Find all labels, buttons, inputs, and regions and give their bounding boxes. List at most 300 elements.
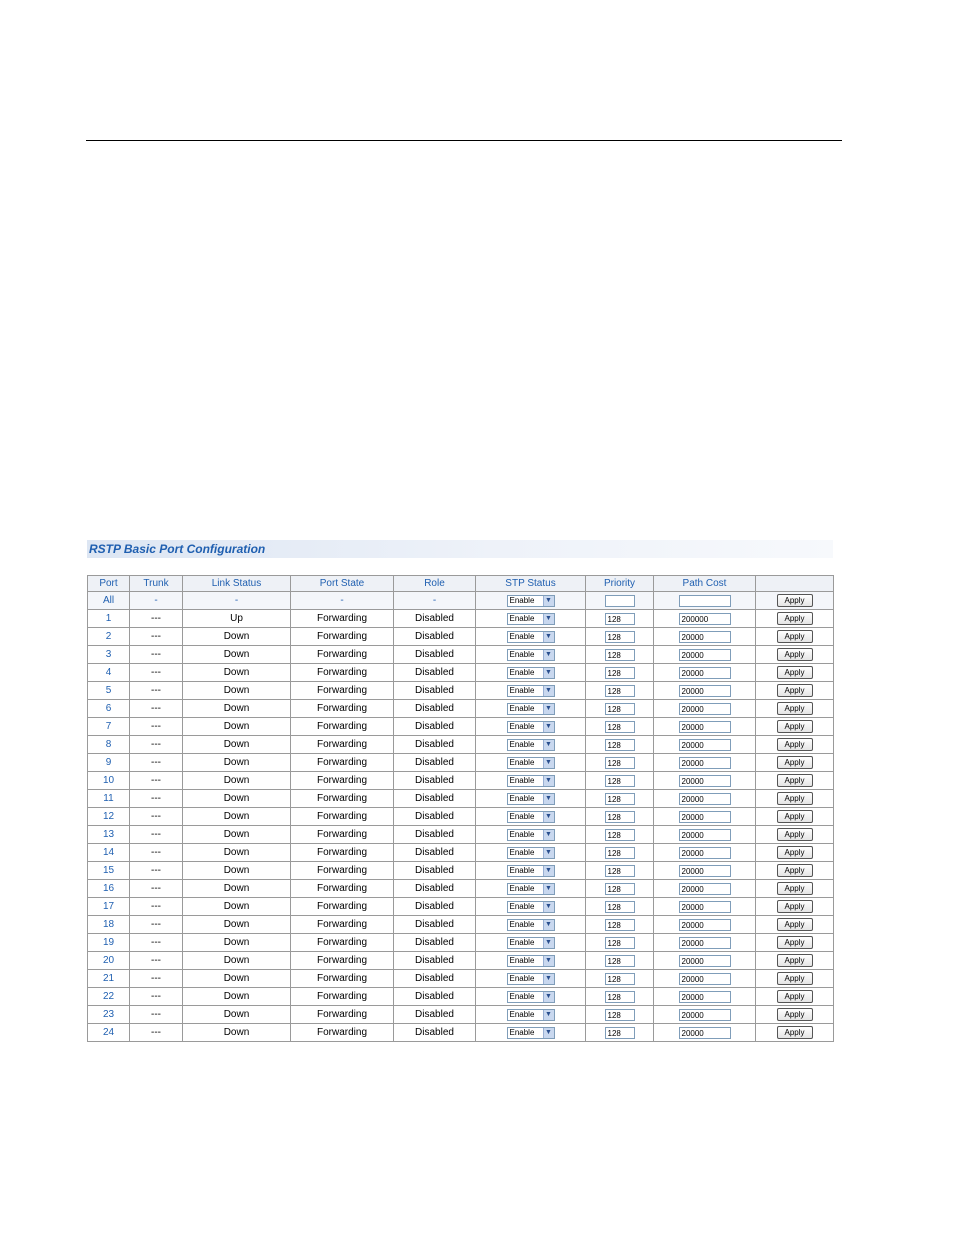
action-cell [756,826,834,844]
path-cost-input[interactable]: 200000 [679,613,731,625]
priority-input[interactable]: 128 [605,919,635,931]
priority-cell [586,880,654,898]
chevron-down-icon: ▼ [543,920,554,930]
port-state-cell: Forwarding [291,952,394,970]
path-cost-cell [654,646,756,664]
priority-cell [586,934,654,952]
stp-status-select[interactable] [507,937,555,949]
port-cell: 19 [88,934,130,952]
chevron-down-icon: ▼ [543,866,554,876]
path-cost-input[interactable]: 20000 [679,685,731,697]
action-cell [756,646,834,664]
path-cost-input[interactable]: 20000 [679,847,731,859]
stp-status-value: Enable [509,812,535,821]
stp-status-select[interactable] [507,811,555,823]
header-priority: Priority [586,576,654,592]
stp-status-select[interactable] [507,865,555,877]
port-state-cell: Forwarding [291,700,394,718]
port-cell: 23 [88,1006,130,1024]
priority-input[interactable]: 128 [605,649,635,661]
trunk-cell: --- [130,880,183,898]
table-row [88,1006,834,1024]
stp-status-select[interactable] [507,775,555,787]
trunk-cell: --- [130,700,183,718]
action-cell [756,700,834,718]
path-cost-input[interactable]: 20000 [679,793,731,805]
apply-button[interactable]: Apply [777,630,813,643]
stp-status-select[interactable] [507,1027,555,1039]
path-cost-input[interactable]: 20000 [679,667,731,679]
stp-status-cell [476,682,586,700]
apply-button[interactable]: Apply [777,1026,813,1039]
table-row [88,826,834,844]
priority-input[interactable]: 128 [605,937,635,949]
action-cell [756,934,834,952]
path-cost-cell [654,664,756,682]
stp-status-value: Enable [509,974,535,983]
table-row [88,628,834,646]
role-cell: Disabled [394,718,476,736]
apply-button[interactable]: Apply [777,702,813,715]
stp-status-select[interactable] [507,685,555,697]
port-cell: 4 [88,664,130,682]
stp-status-cell [476,754,586,772]
port-state-cell: Forwarding [291,898,394,916]
port-state-cell: Forwarding [291,790,394,808]
port-state-cell: Forwarding [291,772,394,790]
path-cost-cell [654,862,756,880]
priority-input[interactable]: 128 [605,667,635,679]
priority-input[interactable]: 128 [605,865,635,877]
chevron-down-icon: ▼ [543,992,554,1002]
rstp-port-config-panel [87,540,833,1038]
table-row [88,682,834,700]
stp-status-select[interactable] [507,973,555,985]
apply-button[interactable]: Apply [777,900,813,913]
apply-button[interactable]: Apply [777,846,813,859]
stp-status-value: Enable [509,884,535,893]
header-port: Port [88,576,130,592]
table-header-row [88,576,834,592]
stp-status-select[interactable] [507,739,555,751]
table-row [88,646,834,664]
table-row [88,934,834,952]
apply-button[interactable]: Apply [777,954,813,967]
path-cost-cell [654,736,756,754]
path-cost-cell [654,628,756,646]
path-cost-input[interactable] [679,595,731,607]
chevron-down-icon: ▼ [543,938,554,948]
priority-cell [586,916,654,934]
port-cell: 5 [88,682,130,700]
stp-status-value: Enable [509,686,535,695]
link-status-cell: Down [183,646,291,664]
priority-cell [586,970,654,988]
stp-status-value: Enable [509,776,535,785]
port-cell: 1 [88,610,130,628]
port-state-cell: Forwarding [291,682,394,700]
priority-input[interactable]: 128 [605,631,635,643]
stp-status-select[interactable] [507,595,555,607]
role-cell: Disabled [394,826,476,844]
apply-button[interactable]: Apply [777,756,813,769]
port-cell: 15 [88,862,130,880]
port-cell: 7 [88,718,130,736]
port-state-cell: Forwarding [291,862,394,880]
chevron-down-icon: ▼ [543,974,554,984]
priority-input[interactable]: 128 [605,685,635,697]
port-state-cell: Forwarding [291,610,394,628]
priority-input[interactable]: 128 [605,793,635,805]
priority-input[interactable]: 128 [605,883,635,895]
stp-status-select[interactable] [507,667,555,679]
link-status-cell: Down [183,700,291,718]
stp-status-select[interactable] [507,613,555,625]
priority-input[interactable]: 128 [605,847,635,859]
table-row [88,610,834,628]
action-cell [756,736,834,754]
stp-status-select[interactable] [507,1009,555,1021]
chevron-down-icon: ▼ [543,704,554,714]
stp-status-cell [476,808,586,826]
trunk-cell: --- [130,610,183,628]
stp-status-select[interactable] [507,883,555,895]
top-divider [86,140,842,141]
stp-status-cell [476,952,586,970]
priority-input[interactable]: 128 [605,901,635,913]
apply-button[interactable]: Apply [777,612,813,625]
priority-cell [586,1006,654,1024]
action-cell [756,844,834,862]
stp-status-value: Enable [509,956,535,965]
link-status-cell: Down [183,952,291,970]
priority-input[interactable]: 128 [605,757,635,769]
role-cell: Disabled [394,754,476,772]
stp-status-cell [476,664,586,682]
stp-status-value: Enable [509,848,535,857]
priority-input[interactable]: 128 [605,955,635,967]
port-cell: 10 [88,772,130,790]
port-cell: 2 [88,628,130,646]
port-state-cell: Forwarding [291,628,394,646]
stp-status-cell [476,646,586,664]
priority-cell [586,826,654,844]
stp-status-cell [476,934,586,952]
priority-cell [586,592,654,610]
stp-status-value: Enable [509,632,535,641]
path-cost-cell [654,844,756,862]
path-cost-input[interactable]: 20000 [679,1009,731,1021]
apply-button[interactable]: Apply [777,882,813,895]
priority-cell [586,772,654,790]
priority-input[interactable]: 128 [605,811,635,823]
apply-button[interactable]: Apply [777,774,813,787]
apply-button[interactable]: Apply [777,990,813,1003]
priority-cell [586,862,654,880]
header-link-status: Link Status [183,576,291,592]
role-cell: Disabled [394,808,476,826]
chevron-down-icon: ▼ [543,686,554,696]
action-cell [756,916,834,934]
trunk-cell: - [130,592,183,610]
header-role: Role [394,576,476,592]
chevron-down-icon: ▼ [543,758,554,768]
trunk-cell: --- [130,736,183,754]
priority-cell [586,700,654,718]
path-cost-input[interactable]: 20000 [679,739,731,751]
stp-status-cell [476,988,586,1006]
stp-status-value: Enable [509,1028,535,1037]
stp-status-cell [476,736,586,754]
priority-input[interactable]: 128 [605,991,635,1003]
action-cell [756,898,834,916]
priority-cell [586,988,654,1006]
apply-button[interactable]: Apply [777,720,813,733]
apply-button[interactable]: Apply [777,918,813,931]
apply-button[interactable]: Apply [777,936,813,949]
chevron-down-icon: ▼ [543,830,554,840]
chevron-down-icon: ▼ [543,776,554,786]
port-state-cell: Forwarding [291,934,394,952]
priority-cell [586,952,654,970]
link-status-cell: Up [183,610,291,628]
port-state-cell: Forwarding [291,880,394,898]
action-cell [756,682,834,700]
stp-status-value: Enable [509,938,535,947]
apply-button[interactable]: Apply [777,864,813,877]
stp-status-cell [476,1024,586,1042]
path-cost-input[interactable]: 20000 [679,955,731,967]
chevron-down-icon: ▼ [543,1010,554,1020]
priority-input[interactable]: 128 [605,613,635,625]
stp-status-value: Enable [509,614,535,623]
role-cell: Disabled [394,988,476,1006]
table-row [88,844,834,862]
stp-status-value: Enable [509,596,535,605]
priority-input[interactable]: 128 [605,829,635,841]
priority-cell [586,808,654,826]
apply-button[interactable]: Apply [777,648,813,661]
priority-input[interactable] [605,595,635,607]
apply-button[interactable]: Apply [777,972,813,985]
trunk-cell: --- [130,826,183,844]
action-cell [756,1006,834,1024]
priority-input[interactable]: 128 [605,775,635,787]
path-cost-input[interactable]: 20000 [679,811,731,823]
link-status-cell: Down [183,736,291,754]
port-state-cell: Forwarding [291,808,394,826]
stp-status-select[interactable] [507,829,555,841]
priority-cell [586,628,654,646]
trunk-cell: --- [130,718,183,736]
stp-status-value: Enable [509,740,535,749]
stp-status-value: Enable [509,992,535,1001]
trunk-cell: --- [130,898,183,916]
role-cell: Disabled [394,1006,476,1024]
action-cell [756,988,834,1006]
action-cell [756,880,834,898]
path-cost-cell [654,610,756,628]
stp-status-cell [476,862,586,880]
stp-status-select[interactable] [507,919,555,931]
path-cost-input[interactable]: 20000 [679,649,731,661]
priority-input[interactable]: 128 [605,721,635,733]
path-cost-input[interactable]: 20000 [679,991,731,1003]
header-port-state: Port State [291,576,394,592]
role-cell: Disabled [394,610,476,628]
table-row [88,808,834,826]
apply-button[interactable]: Apply [777,1008,813,1021]
trunk-cell: --- [130,646,183,664]
chevron-down-icon: ▼ [543,1028,554,1038]
port-cell: 11 [88,790,130,808]
port-state-cell: Forwarding [291,844,394,862]
port-state-cell: - [291,592,394,610]
path-cost-input[interactable]: 20000 [679,775,731,787]
link-status-cell: Down [183,826,291,844]
path-cost-input[interactable]: 20000 [679,829,731,841]
table-row [88,700,834,718]
port-cell: 13 [88,826,130,844]
apply-button[interactable]: Apply [777,810,813,823]
apply-button[interactable]: Apply [777,684,813,697]
chevron-down-icon: ▼ [543,614,554,624]
link-status-cell: Down [183,1006,291,1024]
priority-cell [586,718,654,736]
chevron-down-icon: ▼ [543,902,554,912]
role-cell: Disabled [394,772,476,790]
action-cell [756,664,834,682]
stp-status-select[interactable] [507,649,555,661]
trunk-cell: --- [130,628,183,646]
stp-status-cell [476,970,586,988]
path-cost-input[interactable]: 20000 [679,865,731,877]
role-cell: Disabled [394,1024,476,1042]
priority-cell [586,646,654,664]
apply-button[interactable]: Apply [777,828,813,841]
role-cell: Disabled [394,844,476,862]
action-cell [756,952,834,970]
stp-status-value: Enable [509,830,535,839]
priority-input[interactable]: 128 [605,1027,635,1039]
trunk-cell: --- [130,952,183,970]
link-status-cell: Down [183,862,291,880]
trunk-cell: --- [130,772,183,790]
link-status-cell: Down [183,934,291,952]
stp-status-select[interactable] [507,793,555,805]
apply-button[interactable]: Apply [777,666,813,679]
chevron-down-icon: ▼ [543,668,554,678]
path-cost-input[interactable]: 20000 [679,937,731,949]
rstp-port-table [87,575,834,1042]
apply-button[interactable]: Apply [777,738,813,751]
table-row [88,790,834,808]
link-status-cell: Down [183,664,291,682]
link-status-cell: Down [183,1024,291,1042]
link-status-cell: Down [183,718,291,736]
port-state-cell: Forwarding [291,988,394,1006]
priority-cell [586,1024,654,1042]
path-cost-input[interactable]: 20000 [679,973,731,985]
path-cost-input[interactable]: 20000 [679,919,731,931]
port-state-cell: Forwarding [291,916,394,934]
stp-status-select[interactable] [507,631,555,643]
path-cost-input[interactable]: 20000 [679,631,731,643]
priority-input[interactable]: 128 [605,973,635,985]
chevron-down-icon: ▼ [543,956,554,966]
stp-status-select[interactable] [507,703,555,715]
header-stp-status: STP Status [476,576,586,592]
port-state-cell: Forwarding [291,970,394,988]
stp-status-select[interactable] [507,847,555,859]
table-row [88,898,834,916]
path-cost-cell [654,790,756,808]
priority-input[interactable]: 128 [605,739,635,751]
port-cell: 24 [88,1024,130,1042]
action-cell [756,592,834,610]
stp-status-cell [476,826,586,844]
chevron-down-icon: ▼ [543,812,554,822]
stp-status-select[interactable] [507,901,555,913]
path-cost-cell [654,772,756,790]
path-cost-cell [654,808,756,826]
stp-status-value: Enable [509,704,535,713]
stp-status-cell [476,592,586,610]
stp-status-cell [476,790,586,808]
apply-button[interactable]: Apply [777,594,813,607]
port-cell: 3 [88,646,130,664]
link-status-cell: - [183,592,291,610]
role-cell: Disabled [394,790,476,808]
stp-status-select[interactable] [507,721,555,733]
role-cell: Disabled [394,628,476,646]
path-cost-input[interactable]: 20000 [679,901,731,913]
apply-button[interactable]: Apply [777,792,813,805]
chevron-down-icon: ▼ [543,596,554,606]
path-cost-input[interactable]: 20000 [679,757,731,769]
link-status-cell: Down [183,880,291,898]
chevron-down-icon: ▼ [543,740,554,750]
path-cost-input[interactable]: 20000 [679,721,731,733]
path-cost-input[interactable]: 20000 [679,1027,731,1039]
role-cell: Disabled [394,646,476,664]
path-cost-cell [654,700,756,718]
path-cost-input[interactable]: 20000 [679,703,731,715]
role-cell: Disabled [394,934,476,952]
path-cost-input[interactable]: 20000 [679,883,731,895]
priority-input[interactable]: 128 [605,1009,635,1021]
link-status-cell: Down [183,898,291,916]
action-cell [756,610,834,628]
header-path-cost: Path Cost [654,576,756,592]
port-state-cell: Forwarding [291,736,394,754]
trunk-cell: --- [130,916,183,934]
priority-input[interactable]: 128 [605,703,635,715]
stp-status-select[interactable] [507,991,555,1003]
path-cost-cell [654,682,756,700]
stp-status-select[interactable] [507,757,555,769]
path-cost-cell [654,952,756,970]
stp-status-value: Enable [509,650,535,659]
stp-status-select[interactable] [507,955,555,967]
stp-status-cell [476,718,586,736]
stp-status-value: Enable [509,920,535,929]
link-status-cell: Down [183,988,291,1006]
header-trunk: Trunk [130,576,183,592]
role-cell: Disabled [394,880,476,898]
trunk-cell: --- [130,988,183,1006]
path-cost-cell [654,1024,756,1042]
